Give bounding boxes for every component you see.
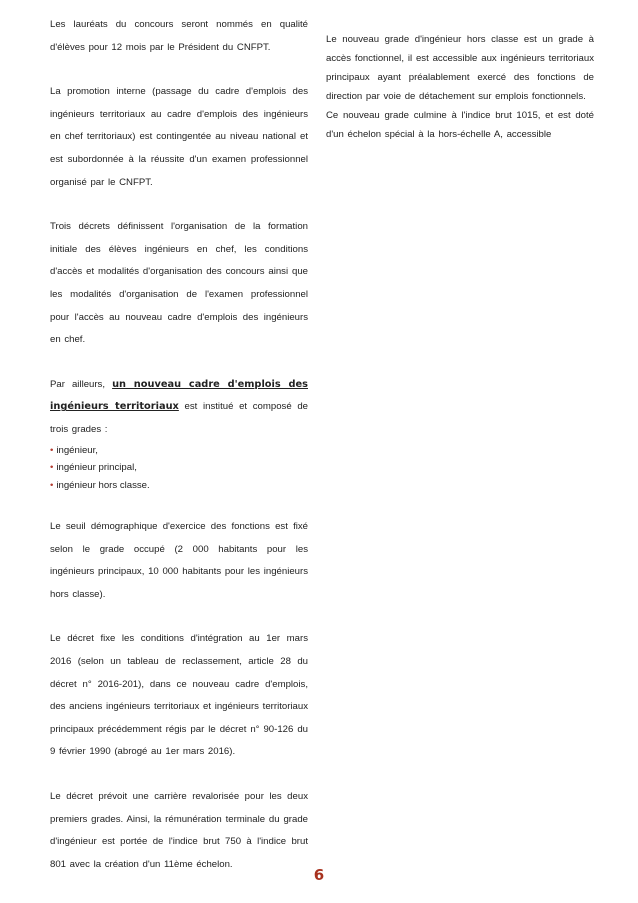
bullet-icon: • (50, 479, 54, 491)
grade-label: ingénieur hors classe. (56, 479, 150, 491)
paragraph-promotion-interne: La promotion interne (passage du cadre d'emplois des ingénieurs territoriaux au cadre d'emplois des ingénieurs en chef territoriaux) est contingentée au niveau national et est subordonnée à la réussite d'un examen professionnel organisé par le CNFPT. (50, 86, 308, 188)
paragraph-conditions-integration: Le décret fixe les conditions d'intégration au 1er mars 2016 (selon un tableau de reclassement, article 28 du décret n° 2016-201), dans ce nouveau cadre d'emplois, des anciens ingénieurs territoriaux et ingénieurs territoriaux principaux précédemment régis par le décret n° 90-126 du 9 février 1990 (abrogé au 1er mars 2016). (50, 633, 308, 758)
bullet-icon: • (50, 462, 54, 473)
paragraph-laureats: Les lauréats du concours seront nommés en qualité d'élèves pour 12 mois par le Président du CNFPT. (50, 19, 308, 53)
paragraph-seuil-demographique: Le seuil démographique d'exercice des fonctions est fixé selon le grade occupé (2 000 habitants pour les ingénieurs principaux, 10 000 habitants pour les ingénieurs hors classe). (50, 521, 308, 600)
bullet-icon: • (50, 444, 54, 456)
paragraph-nouveau-cadre (50, 374, 308, 442)
paragraph-trois-decrets: Trois décrets définissent l'organisation de la formation initiale des élèves ingénieurs en chef, les conditions d'accès et modalités d'organisation des concours ainsi que les modalités d'organisation de l'examen professionnel pour l'accès au nouveau cadre d'emplois des ingénieurs en chef. (50, 221, 308, 346)
grade-label: ingénieur, (56, 444, 98, 456)
list-item (50, 442, 308, 460)
list-item (50, 477, 308, 495)
left-column (50, 14, 308, 876)
paragraph-carriere-revalorisee: Le décret prévoit une carrière revalorisée pour les deux premiers grades. Ainsi, la rémunération terminale du grade d'ingénieur est portée de l'indice brut 750 à l'indice brut 801 avec la création d'un 11ème échelon. (50, 790, 308, 870)
grade-list (50, 442, 308, 495)
grade-label: ingénieur principal, (56, 462, 137, 473)
cadre-suffix: est institué et composé de trois grades : (50, 401, 308, 435)
right-column (326, 30, 594, 144)
paragraph-indice-brut: Ce nouveau grade culmine à l'indice brut 1015, et est doté d'un échelon spécial à la hors-échelle A, accessible (326, 110, 594, 140)
page-number: 6 (313, 866, 325, 884)
cadre-emphasis: un nouveau cadre d'emplois des ingénieurs territoriaux (50, 378, 308, 413)
list-item (50, 459, 308, 477)
cadre-prefix: Par ailleurs, (50, 378, 106, 390)
paragraph-grade-fonctionnel: Le nouveau grade d'ingénieur hors classe est un grade à accès fonctionnel, il est accessible aux ingénieurs territoriaux principaux ayant préalablement exercé des fonctions de direction par voie de détachement sur emplois fonctionnels. (326, 34, 594, 102)
